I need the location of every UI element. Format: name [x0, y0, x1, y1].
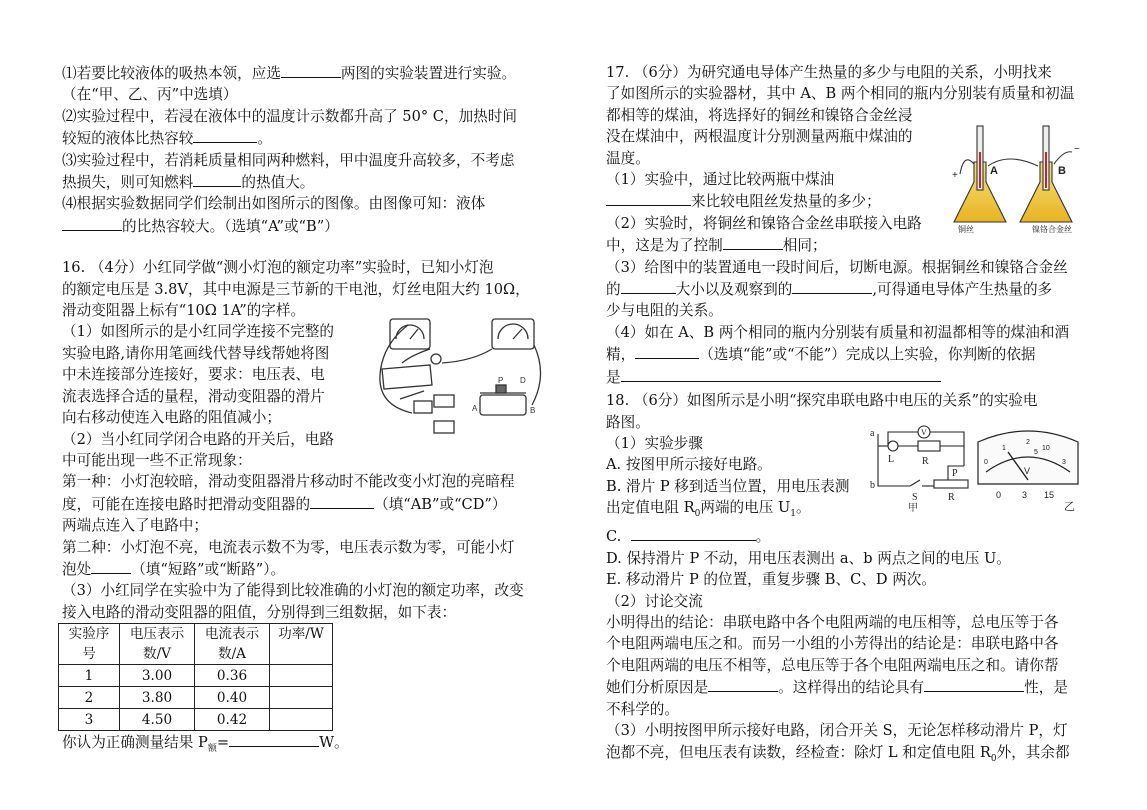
q15-line1: ⑴若要比较液体的吸热本领，应选 两图的实验装置进行实验。 [62, 62, 552, 84]
copper-label: 铜丝 [958, 225, 974, 234]
q18-line3: （1）实验步骤 [606, 434, 703, 452]
q15-line8: 的比热容较大。（选填“A”或“B”） [62, 215, 552, 237]
lamp-base-icon [382, 365, 432, 389]
table-header-row [59, 624, 333, 665]
q16-p1-line: （1）如图所示的是小红同学连接不完整的 [62, 323, 334, 341]
q16-p2-line: （2）当小红同学闭合电路的开关后，电路 [62, 430, 334, 448]
nichrome-label: 镍铬合金丝 [1032, 225, 1072, 234]
terminal-label: B [530, 406, 536, 415]
q17-line11: 的 大小以及观察到的 ,可得通电导体产生热量的多 [606, 278, 1092, 300]
meter-unit: V [1024, 466, 1031, 476]
point-label: b [870, 480, 875, 491]
power-cell[interactable] [270, 709, 333, 731]
q18-stepB2: 出定值电阻 $R_0$两端的电压 $U_1$。 [606, 499, 811, 520]
q18-heading: 18. （6分）如图所示是小明“探究串联电路中电压的关系”的实验电 [606, 392, 1038, 410]
terminal-label: 3 [1022, 490, 1028, 500]
resistor-icon [918, 441, 940, 451]
minus-label: − [1074, 144, 1080, 155]
terminal-label: A [472, 404, 478, 413]
power-cell[interactable] [270, 665, 333, 687]
q17-line12: 少与电阻的关系。 [606, 302, 723, 320]
q18-line2: 路图。 [606, 413, 650, 431]
terminal-label: P [498, 376, 504, 385]
q18-line6: 个电阻两端电压之和。而另一小组的小芳得出的结论是：串联电路中各 [606, 635, 1059, 653]
q16-part3: （3）小红同学在实验中为了能得到比较准确的小灯泡的额定功率，改变 [62, 582, 524, 600]
terminal-label: 0 [996, 490, 1002, 500]
table-row: 3 4.50 0.42 [59, 709, 333, 731]
q18-stepB: B. 滑片 P 移到适当位置，用电压表测 [606, 477, 850, 495]
figure-label: 乙 [1064, 501, 1075, 512]
plus-label: + [952, 170, 958, 181]
q15-line7: ⑷根据实验数据同学们绘制出如图所示的图像。由图像可知：液体 [62, 195, 486, 213]
q15-line5: ⑶实验过程中，若消耗质量相同两种燃料，甲中温度升高较多，不考虑 [62, 151, 515, 169]
terminal-label: 15 [1044, 490, 1055, 500]
q16-case2b: 泡处 （填“短路”或“断路”）。 [62, 558, 552, 580]
q16-part1 [62, 321, 352, 449]
scale-label: 3 [1062, 459, 1066, 466]
answer-blank[interactable] [723, 234, 783, 250]
power-cell[interactable] [270, 687, 333, 709]
voltmeter-label: V [921, 428, 927, 437]
answer-blank[interactable] [631, 525, 756, 541]
answer-blank[interactable] [193, 171, 241, 187]
q18-circuit-figure [868, 424, 978, 512]
answer-blank[interactable] [310, 493, 374, 509]
q17-line15: 是 [606, 366, 1092, 388]
q18-stepD: D. 保持滑片 P 不动，用电压表测出 a、b 两点之间的电压 U。 [606, 549, 1011, 567]
q16-heading: 16. （4分）小红同学做“测小灯泡的额定功率”实验时，已知小灯泡 [62, 259, 494, 277]
q17-line4: 没在煤油中，两根温度计分别测量两瓶中煤油的 [606, 128, 913, 146]
resistor-label: R [922, 456, 929, 467]
q16-part3b: 接入电路的滑动变阻器的阻值，分别得到三组数据，如下表： [62, 603, 457, 621]
q16-case2: 第二种：小灯泡不亮，电流表示数不为零，电压表示数为零，可能小灯 [62, 538, 515, 556]
q16-p1-line: 实验电路,请你用笔画线代替导线帮她将图 [62, 344, 330, 362]
q18-line10: （3）小明按图甲所示接好电路，闭合开关 S，无论怎样移动滑片 P，灯 [606, 722, 1068, 740]
q15-line2: （在“甲、乙、丙”中选填） [62, 86, 238, 104]
battery-icon [434, 395, 454, 407]
q18-stepE: E. 移动滑片 P 的位置，重复步骤 B、C、D 两次。 [606, 571, 936, 589]
table-header: 电流表示 数/A [195, 624, 270, 665]
q17-line3: 都相等的煤油，将选择好的铜丝和镍铬合金丝浸 [606, 106, 913, 124]
q17-line10: （3）给图中的装置通电一段时间后，切断电源。根据铜丝和镍铬合金丝 [606, 258, 1068, 276]
slider-label: P [952, 468, 958, 479]
switch-label: S [912, 492, 918, 503]
voltmeter-icon [390, 319, 430, 349]
q17-line8: （2）实验时，将铜丝和镍铬合金丝串联接入电路 [606, 214, 922, 232]
q18-line8: 她们分析原因是 。这样得出的结论具有 性，是 [606, 676, 1092, 698]
q18-line5: 小明得出的结论：串联电路中各个电阻两端的电压相等，总电压等于各 [606, 614, 1059, 632]
answer-blank[interactable] [635, 343, 699, 359]
q16-case1d: 两端点连入了电路中； [62, 517, 208, 535]
scale-label: 5 [1034, 449, 1038, 456]
battery-icon [434, 421, 454, 433]
answer-blank[interactable] [621, 278, 676, 294]
q16-circuit-figure [372, 315, 554, 443]
table-row: 2 3.80 0.40 [59, 687, 333, 709]
table-header: 实验序 号 [59, 624, 120, 665]
q18-part2: （2）讨论交流 [606, 592, 703, 610]
flask-label: B [1058, 165, 1066, 177]
answer-blank[interactable] [606, 190, 691, 206]
q18-line9: 不科学的。 [606, 700, 679, 718]
q17-line2: 了如图所示的实验器材，其中 A、B 两个相同的瓶内分别装有质量和初温 [606, 85, 1075, 103]
q17-line7: 来比较电阻丝发热量的多少； [606, 190, 1092, 212]
q18-line11: 泡都不亮，但电压表有读数，经检查：除灯 L 和定值电阻 $R_0$外，其余都 [606, 743, 1070, 764]
q15-line6: 热损失，则可知燃料 的热值大。 [62, 171, 552, 193]
scale-label: 0 [984, 459, 988, 466]
answer-blank[interactable] [91, 558, 131, 574]
q18-stepC: C. 。 [606, 525, 1092, 547]
table-header: 电压表示 数/V [120, 624, 195, 665]
q16-p1-line: 流表选择合适的量程，滑动变阻器的滑片 [62, 387, 325, 405]
q18-voltmeter-figure [972, 424, 1084, 512]
point-label: a [870, 428, 875, 439]
lamp-label: L [888, 454, 895, 465]
q17-line14: 精， （选填“能”或“不能”）完成以上实验，你判断的依据 [606, 343, 1092, 365]
scale-label: 1 [1002, 445, 1006, 452]
q18-stepA: A. 按图甲所示接好电路。 [606, 456, 772, 474]
answer-blank[interactable] [792, 278, 872, 294]
lamp-icon [431, 354, 441, 364]
q16-case1: 第一种：小灯泡较暗，滑动变阻器滑片移动时不能改变小灯泡的亮暗程 [62, 473, 515, 491]
q16-p1-line: 中未连接部分连接好，要求：电压表、电 [62, 366, 325, 384]
answer-blank[interactable] [281, 62, 341, 78]
flask-label: A [990, 165, 998, 177]
switch-icon [910, 480, 920, 486]
answer-blank[interactable] [193, 127, 257, 143]
table-header: 功率/W [270, 624, 333, 665]
q17-line13: （4）如在 A、B 两个相同的瓶内分别装有质量和初温都相等的煤油和酒 [606, 323, 1070, 341]
q16-result: 你认为正确测量结果 $P_额= W$。 [62, 731, 552, 760]
q16-case1b: 度，可能在连接电路时把滑动变阻器的 （填“AB”或“CD”） [62, 493, 552, 515]
table-row: 1 3.00 0.36 [59, 665, 333, 687]
terminal-label: D [520, 376, 526, 385]
answer-blank[interactable] [229, 731, 319, 747]
answer-blank[interactable] [708, 676, 778, 692]
q15-line3: ⑵实验过程中，若浸在液体中的温度计示数都升高了 50° C，加热时间 [62, 107, 517, 125]
q16-p2-line2: 中可能出现一些不正常现象： [62, 451, 252, 469]
rheostat-icon [934, 480, 968, 488]
rheostat-label: R [948, 492, 955, 503]
scale-label: 2 [1026, 439, 1030, 446]
answer-blank[interactable] [621, 366, 941, 382]
q16-line3: 滑动变阻器上标有“10Ω 1A”的字样。 [62, 302, 306, 320]
q17-line6: （1）实验中，通过比较两瓶中煤油 [606, 171, 835, 189]
q16-p1-line: 向右移动使连入电路的阻值减小； [62, 409, 281, 427]
q17-heading: 17. （6分）为研究通电导体产生热量的多少与电阻的关系，小明找来 [606, 64, 1052, 81]
q17-flask-figure [948, 122, 1088, 234]
answer-blank[interactable] [62, 215, 122, 231]
scale-label: 10 [1042, 445, 1050, 452]
rheostat-icon [480, 395, 526, 415]
q18-line7: 个电阻两端的电压不相等，总电压等于各个电阻两端电压之和。请你帮 [606, 656, 1059, 674]
lamp-icon [888, 441, 898, 451]
q16-data-table [58, 623, 333, 731]
q16-line2: 的额定电压是 3.8V，其中电源是三节新的干电池，灯丝电阻大约 10Ω， [62, 280, 530, 298]
answer-blank[interactable] [924, 676, 1024, 692]
figure-label: 甲 [908, 503, 918, 512]
q17-line9: 中，这是为了控制 相同； [606, 234, 1092, 256]
switch-icon [414, 401, 432, 413]
q15-line4: 较短的液体比热容较 。 [62, 127, 552, 149]
q17-line5: 温度。 [606, 149, 650, 167]
